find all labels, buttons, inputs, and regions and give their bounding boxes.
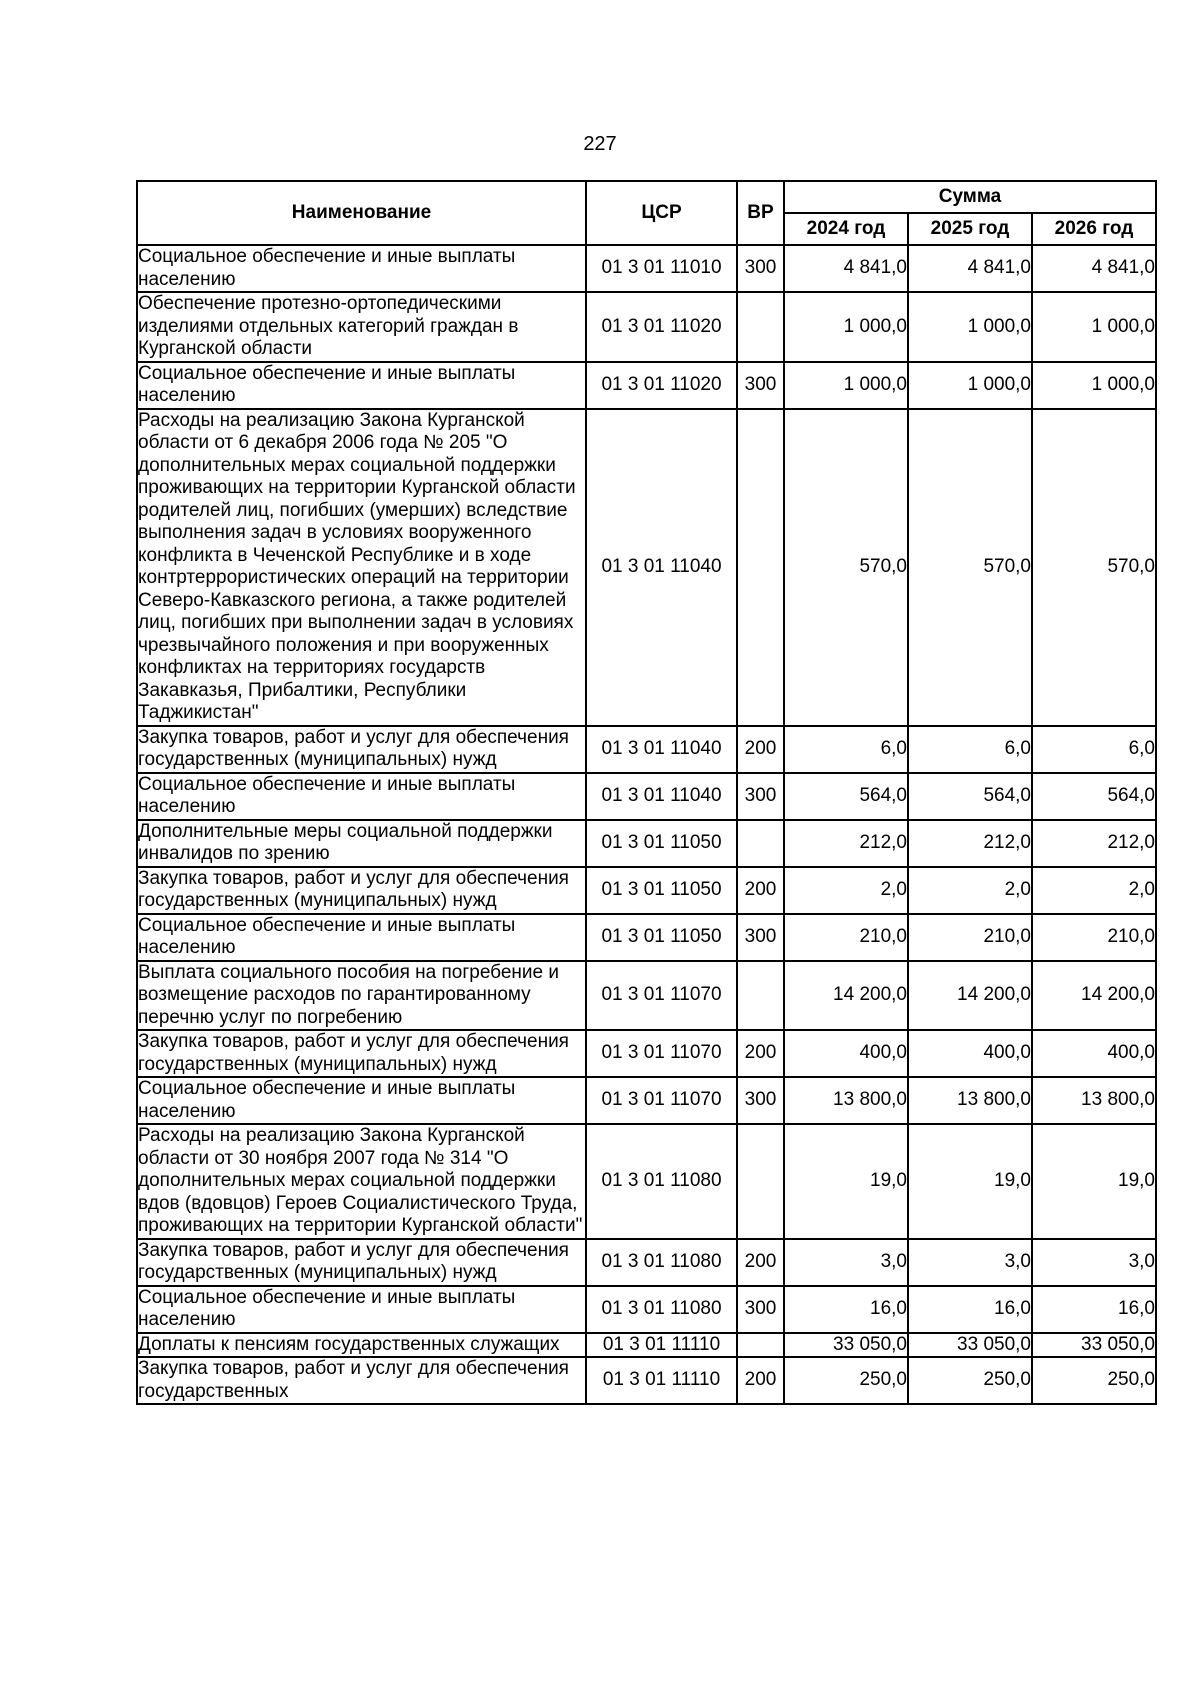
cell-vr: 300 <box>737 914 784 961</box>
cell-amount-2026: 6,0 <box>1032 726 1156 773</box>
cell-amount-2026: 33 050,0 <box>1032 1333 1156 1358</box>
cell-amount-2025: 14 200,0 <box>908 961 1032 1031</box>
cell-csr: 01 3 01 11050 <box>586 867 737 914</box>
table-row <box>137 1124 1156 1239</box>
cell-csr: 01 3 01 11080 <box>586 1286 737 1333</box>
cell-amount-2025: 4 841,0 <box>908 245 1032 292</box>
header-name: Наименование <box>137 181 586 245</box>
header-year-2024: 2024 год <box>784 213 908 245</box>
cell-amount-2025: 250,0 <box>908 1357 1032 1404</box>
cell-name: Социальное обеспечение и иные выплаты населению <box>137 245 586 292</box>
cell-vr <box>737 409 784 726</box>
header-year-2026: 2026 год <box>1032 213 1156 245</box>
budget-table <box>136 180 1157 1405</box>
table-row <box>137 914 1156 961</box>
cell-amount-2026: 212,0 <box>1032 820 1156 867</box>
table-body <box>137 245 1156 1404</box>
table-row <box>137 245 1156 292</box>
cell-amount-2024: 14 200,0 <box>784 961 908 1031</box>
cell-csr: 01 3 01 11040 <box>586 773 737 820</box>
table-header <box>137 181 1156 245</box>
cell-amount-2024: 13 800,0 <box>784 1077 908 1124</box>
header-year-2025: 2025 год <box>908 213 1032 245</box>
cell-amount-2025: 13 800,0 <box>908 1077 1032 1124</box>
cell-amount-2024: 250,0 <box>784 1357 908 1404</box>
cell-amount-2025: 1 000,0 <box>908 362 1032 409</box>
cell-amount-2025: 33 050,0 <box>908 1333 1032 1358</box>
cell-amount-2026: 16,0 <box>1032 1286 1156 1333</box>
cell-vr: 200 <box>737 867 784 914</box>
table-row <box>137 820 1156 867</box>
cell-amount-2025: 570,0 <box>908 409 1032 726</box>
cell-amount-2024: 400,0 <box>784 1030 908 1077</box>
cell-amount-2026: 4 841,0 <box>1032 245 1156 292</box>
table-row <box>137 867 1156 914</box>
cell-vr: 300 <box>737 1286 784 1333</box>
cell-vr: 300 <box>737 245 784 292</box>
cell-amount-2026: 250,0 <box>1032 1357 1156 1404</box>
cell-csr: 01 3 01 11110 <box>586 1333 737 1358</box>
cell-name: Выплата социального пособия на погребение и возмещение расходов по гарантированному перечню услуг по погребению <box>137 961 586 1031</box>
cell-amount-2024: 33 050,0 <box>784 1333 908 1358</box>
table-row <box>137 1357 1156 1404</box>
cell-amount-2025: 6,0 <box>908 726 1032 773</box>
table-row <box>137 409 1156 726</box>
cell-amount-2024: 6,0 <box>784 726 908 773</box>
table-row <box>137 362 1156 409</box>
header-vr: ВР <box>737 181 784 245</box>
cell-amount-2024: 1 000,0 <box>784 292 908 362</box>
cell-vr <box>737 1333 784 1358</box>
cell-csr: 01 3 01 11050 <box>586 820 737 867</box>
cell-csr: 01 3 01 11020 <box>586 362 737 409</box>
cell-amount-2026: 13 800,0 <box>1032 1077 1156 1124</box>
cell-vr: 200 <box>737 1239 784 1286</box>
cell-csr: 01 3 01 11010 <box>586 245 737 292</box>
cell-name: Закупка товаров, работ и услуг для обеспечения государственных (муниципальных) нужд <box>137 867 586 914</box>
cell-vr: 200 <box>737 726 784 773</box>
header-csr: ЦСР <box>586 181 737 245</box>
cell-vr: 200 <box>737 1357 784 1404</box>
cell-amount-2026: 1 000,0 <box>1032 292 1156 362</box>
cell-vr: 300 <box>737 773 784 820</box>
cell-name: Закупка товаров, работ и услуг для обеспечения государственных <box>137 1357 586 1404</box>
cell-name: Расходы на реализацию Закона Курганской области от 6 декабря 2006 года № 205 "О дополнительных мерах социальной поддержки проживающих на территории Курганской области родителей лиц, погибших (умерших) вследствие выполнения задач в условиях вооруженного конфликта в Чеченской Республике и в ходе контртеррористических операций на территории Северо-Кавказского региона, а также родителей лиц, погибших при выполнении задач в условиях чрезвычайного положения и при вооруженных конфликтах на территориях государств Закавказья, Прибалтики, Республики Таджикистан" <box>137 409 586 726</box>
cell-csr: 01 3 01 11080 <box>586 1239 737 1286</box>
cell-amount-2025: 19,0 <box>908 1124 1032 1239</box>
cell-amount-2026: 570,0 <box>1032 409 1156 726</box>
cell-csr: 01 3 01 11050 <box>586 914 737 961</box>
cell-name: Закупка товаров, работ и услуг для обеспечения государственных (муниципальных) нужд <box>137 1239 586 1286</box>
table-row <box>137 1030 1156 1077</box>
page-number: 227 <box>583 133 617 155</box>
table-row <box>137 1286 1156 1333</box>
cell-csr: 01 3 01 11070 <box>586 961 737 1031</box>
cell-name: Расходы на реализацию Закона Курганской области от 30 ноября 2007 года № 314 "О дополнительных мерах социальной поддержки вдов (вдовцов) Героев Социалистического Труда, проживающих на территории Курганской области" <box>137 1124 586 1239</box>
cell-vr: 200 <box>737 1030 784 1077</box>
cell-amount-2024: 564,0 <box>784 773 908 820</box>
cell-csr: 01 3 01 11080 <box>586 1124 737 1239</box>
cell-vr: 300 <box>737 1077 784 1124</box>
cell-csr: 01 3 01 11020 <box>586 292 737 362</box>
cell-amount-2025: 400,0 <box>908 1030 1032 1077</box>
cell-name: Закупка товаров, работ и услуг для обеспечения государственных (муниципальных) нужд <box>137 1030 586 1077</box>
cell-amount-2026: 400,0 <box>1032 1030 1156 1077</box>
table-row <box>137 1077 1156 1124</box>
table-row <box>137 961 1156 1031</box>
cell-name: Социальное обеспечение и иные выплаты населению <box>137 773 586 820</box>
cell-amount-2024: 210,0 <box>784 914 908 961</box>
cell-amount-2024: 212,0 <box>784 820 908 867</box>
cell-vr <box>737 820 784 867</box>
cell-vr: 300 <box>737 362 784 409</box>
cell-name: Социальное обеспечение и иные выплаты населению <box>137 362 586 409</box>
cell-amount-2025: 16,0 <box>908 1286 1032 1333</box>
table-row <box>137 1333 1156 1358</box>
cell-amount-2026: 2,0 <box>1032 867 1156 914</box>
cell-name: Социальное обеспечение и иные выплаты населению <box>137 1286 586 1333</box>
cell-amount-2025: 2,0 <box>908 867 1032 914</box>
cell-amount-2025: 3,0 <box>908 1239 1032 1286</box>
cell-vr <box>737 1124 784 1239</box>
header-sum: Сумма <box>784 181 1156 213</box>
cell-amount-2024: 3,0 <box>784 1239 908 1286</box>
table-row <box>137 773 1156 820</box>
cell-amount-2025: 210,0 <box>908 914 1032 961</box>
cell-amount-2026: 14 200,0 <box>1032 961 1156 1031</box>
cell-amount-2024: 4 841,0 <box>784 245 908 292</box>
cell-amount-2026: 564,0 <box>1032 773 1156 820</box>
cell-csr: 01 3 01 11040 <box>586 726 737 773</box>
cell-amount-2025: 564,0 <box>908 773 1032 820</box>
cell-amount-2024: 570,0 <box>784 409 908 726</box>
cell-amount-2026: 3,0 <box>1032 1239 1156 1286</box>
cell-name: Обеспечение протезно-ортопедическими изделиями отдельных категорий граждан в Курганской области <box>137 292 586 362</box>
cell-name: Социальное обеспечение и иные выплаты населению <box>137 1077 586 1124</box>
cell-name: Дополнительные меры социальной поддержки инвалидов по зрению <box>137 820 586 867</box>
cell-csr: 01 3 01 11070 <box>586 1030 737 1077</box>
cell-amount-2024: 1 000,0 <box>784 362 908 409</box>
cell-amount-2025: 212,0 <box>908 820 1032 867</box>
cell-amount-2025: 1 000,0 <box>908 292 1032 362</box>
cell-csr: 01 3 01 11110 <box>586 1357 737 1404</box>
cell-amount-2024: 19,0 <box>784 1124 908 1239</box>
cell-vr <box>737 961 784 1031</box>
cell-name: Доплаты к пенсиям государственных служащих <box>137 1333 586 1358</box>
cell-amount-2026: 1 000,0 <box>1032 362 1156 409</box>
cell-amount-2026: 210,0 <box>1032 914 1156 961</box>
cell-amount-2024: 2,0 <box>784 867 908 914</box>
table-row <box>137 1239 1156 1286</box>
cell-name: Закупка товаров, работ и услуг для обеспечения государственных (муниципальных) нужд <box>137 726 586 773</box>
cell-amount-2024: 16,0 <box>784 1286 908 1333</box>
cell-csr: 01 3 01 11070 <box>586 1077 737 1124</box>
table-row <box>137 726 1156 773</box>
table-row <box>137 292 1156 362</box>
cell-amount-2026: 19,0 <box>1032 1124 1156 1239</box>
cell-name: Социальное обеспечение и иные выплаты населению <box>137 914 586 961</box>
cell-csr: 01 3 01 11040 <box>586 409 737 726</box>
cell-vr <box>737 292 784 362</box>
